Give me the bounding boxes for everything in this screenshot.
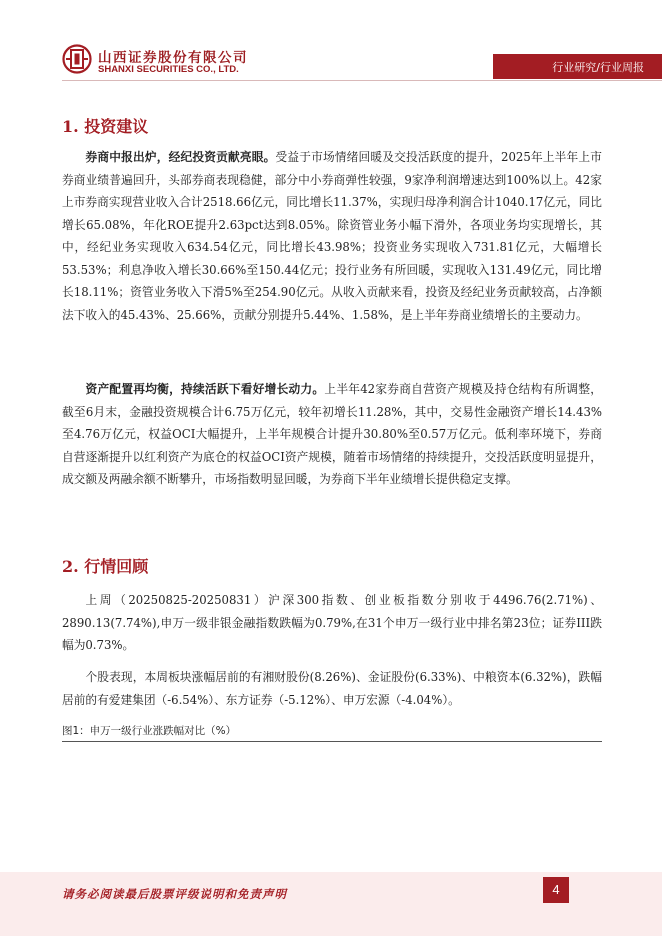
company-name-en: SHANXI SECURITIES CO., LTD. xyxy=(98,64,239,75)
figure-divider xyxy=(62,741,602,742)
paragraph-lead: 券商中报出炉，经纪投资贡献亮眼。 xyxy=(85,150,276,164)
paragraph-body: 上半年42家券商自营资产规模及持仓结构有所调整，截至6月末，金融投资规模合计6.75万亿元，较年初增长11.28%，其中，交易性金融资产增长14.43%至4.76万亿元，权益OCI大幅提升，上半年规模合计提升30.80%至0.57万亿元。低利率环境下，券商自营逐渐提升以红利资产为底仓的权益OCI资产规模，随着市场情绪的持续提升，交投活跃度明显提升，成交额及两融余额不断攀升，市场指数明显回暖，为券商下半年业绩增长提供稳定支撑。 xyxy=(62,382,602,486)
paragraph-lead: 资产配置再均衡，持续活跃下看好增长动力。 xyxy=(85,382,325,396)
investment-advice-paragraph-1 xyxy=(62,146,602,326)
report-type-band xyxy=(493,54,662,79)
section-title-market-review: 2. 行情回顾 xyxy=(62,557,149,576)
investment-advice-paragraph-2 xyxy=(62,378,602,491)
header-divider xyxy=(62,80,662,81)
disclaimer-notice: 请务必阅读最后股票评级说明和免责声明 xyxy=(62,887,287,901)
page-header xyxy=(0,0,662,90)
page-number: 4 xyxy=(543,877,569,903)
paragraph-body: 受益于市场情绪回暖及交投活跃度的提升，2025年上半年上市券商业绩普遍回升，头部券商表现稳健，部分中小券商弹性较强，9家净利润增速达到100%以上。42家上市券商实现营业收入合计2518.66亿元，同比增长11.37%，实现归母净利润合计1040.17亿元，同比增长65.08%，年化ROE提升2.63pct达到8.05%。除资管业务小幅下滑外，各项业务均实现增长，其中，经纪业务实现收入634.54亿元，同比增长43.98%；投资业务实现收入731.81亿元，大幅增长53.53%；利息净收入增长30.66%至150.44亿元；投行业务有所回暖，实现收入131.49亿元，同比增长18.11%；资管业务收入下滑5%至254.90亿元。从收入贡献来看，投资及经纪业务贡献较高，占净额法下收入的45.43%、25.66%，贡献分别提升5.44%、1.58%，是上半年券商业绩增长的主要动力。 xyxy=(62,150,602,322)
market-review-paragraph-2: 个股表现，本周板块涨幅居前的有湘财股份(8.26%)、金证股份(6.33%)、中粮资本(6.32%)，跌幅居前的有爱建集团（-6.54%）、东方证券（-5.12%）、申万宏源（-4.04%）。 xyxy=(62,670,602,707)
section-title-investment-advice: 1. 投资建议 xyxy=(62,117,149,136)
figure-caption: 图1：申万一级行业涨跌幅对比（%） xyxy=(62,725,237,737)
company-name-cn: 山西证券股份有限公司 xyxy=(98,50,248,66)
shanxi-securities-logo-icon xyxy=(62,44,92,74)
market-review-paragraph-1: 上周（20250825-20250831）沪深300指数、创业板指数分别收于4496.76(2.71%)、2890.13(7.74%),申万一级非银金融指数跌幅为0.79%,在31个申万一级行业中排名第23位；证券III跌幅为0.73%。 xyxy=(62,593,602,652)
page-footer xyxy=(0,872,662,936)
report-type-label: 行业研究/行业周报 xyxy=(552,61,644,74)
